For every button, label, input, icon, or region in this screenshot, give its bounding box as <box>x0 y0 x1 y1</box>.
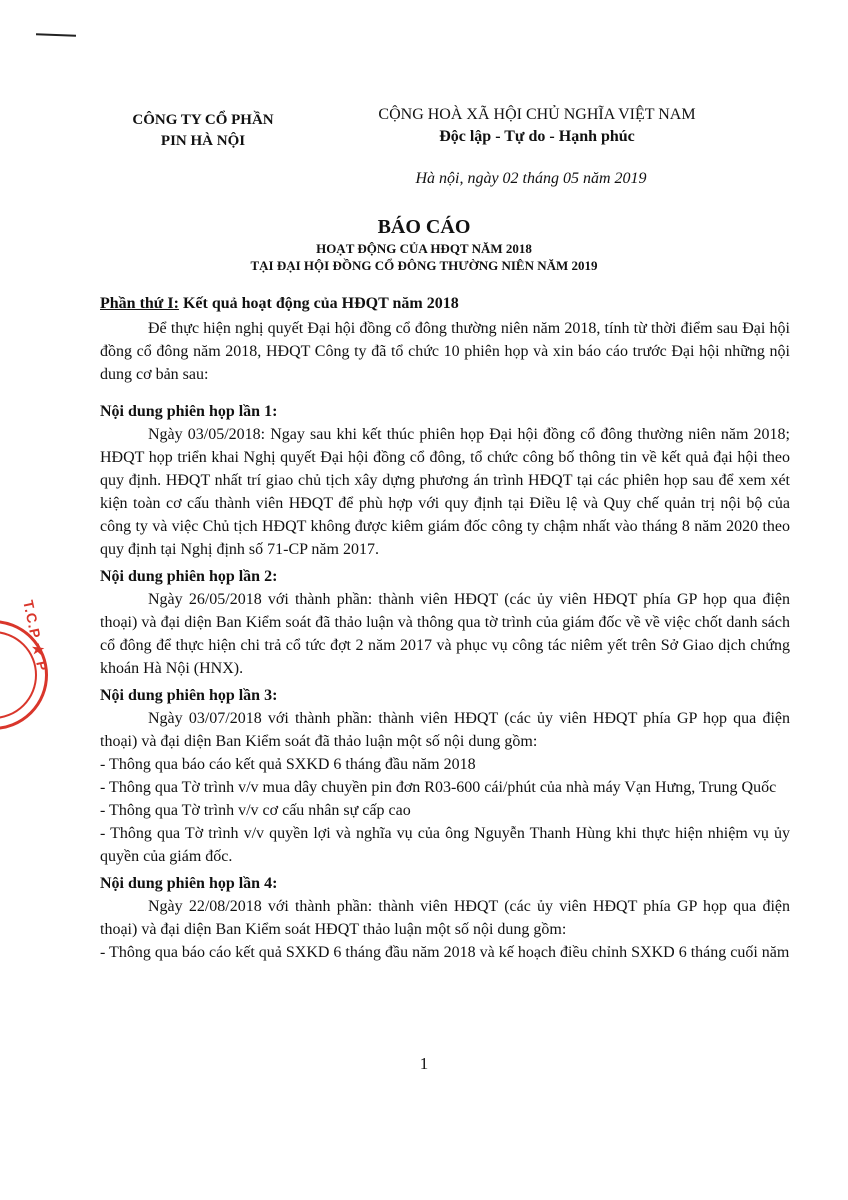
company-line-2: PIN HÀ NỘI <box>160 133 246 149</box>
national-header <box>352 104 722 148</box>
spacer <box>100 386 790 396</box>
meeting4-heading: Nội dung phiên họp lần 4: <box>100 875 278 892</box>
scan-mark <box>36 33 76 36</box>
national-motto: Độc lập - Tự do - Hạnh phúc <box>439 128 635 145</box>
seal-text: T.C.P ★ P <box>20 598 52 674</box>
company-name <box>108 110 298 152</box>
meeting3-bullet: - Thông qua Tờ trình v/v cơ cấu nhân sự cấp cao <box>100 802 411 819</box>
part1-heading <box>100 292 790 315</box>
meeting4-text: Ngày 22/08/2018 với thành phần: thành viên HĐQT (các ủy viên HĐQT phía GP họp qua điện thoại) và đại diện Ban Kiểm soát HĐQT thảo luận một số nội dung gồm: <box>100 898 790 938</box>
meeting3-bullet: - Thông qua Tờ trình v/v mua dây chuyền pin đơn R03-600 cái/phút của nhà máy Vạn Hưng, Trung Quốc <box>100 779 777 796</box>
title-line-3: TẠI ĐẠI HỘI ĐỒNG CỔ ĐÔNG THƯỜNG NIÊN NĂM 2019 <box>250 258 598 273</box>
part1-intro: Để thực hiện nghị quyết Đại hội đồng cổ đông thường niên năm 2018, tính từ thời điểm sau Đại hội đồng cổ đông năm 2018, HĐQT Công ty đã tổ chức 10 phiên họp và xin báo cáo trước Đại hội những nội dung cơ bản sau: <box>100 320 790 383</box>
red-seal-stamp <box>0 598 52 730</box>
page-number: 1 <box>419 1054 429 1073</box>
document-body <box>100 292 790 964</box>
meeting3-heading: Nội dung phiên họp lần 3: <box>100 687 278 704</box>
meeting1-text: Ngày 03/05/2018: Ngay sau khi kết thúc phiên họp Đại hội đồng cổ đông thường niên năm 2018; HĐQT họp triển khai Nghị quyết Đại hội đồng cổ đông, tổ chức công bố thông tin về kết quả đại hội theo quy định. HĐQT nhất trí giao chủ tịch xây dựng phương án trình HĐQT tại các phiên họp sau để xem xét kiện toàn cơ cấu thành viên HĐQT để phù hợp với quy định tại Điều lệ và Quy chế quản trị nội bộ của công ty và việc Chủ tịch HĐQT không được kiêm giám đốc công ty chậm nhất vào tháng 8 năm 2020 theo quy định tại Nghị định số 71-CP năm 2017. <box>100 426 790 558</box>
company-line-1: CÔNG TY CỔ PHẦN <box>132 112 274 128</box>
meeting2-text: Ngày 26/05/2018 với thành phần: thành viên HĐQT (các ủy viên HĐQT phía GP họp qua điện thoại) và đại diện Ban Kiểm soát đã thảo luận và thông qua tờ trình của giám đốc về về việc chốt danh sách cổ đông để thực hiện chi trả cổ tức đợt 2 năm 2017 và phục vụ công tác niêm yết trên Sở Giao dịch chứng khoán Hà Nội (HNX). <box>100 591 790 677</box>
part1-label: Phần thứ I: <box>100 295 179 312</box>
meeting3-bullet: - Thông qua Tờ trình v/v quyền lợi và nghĩa vụ của ông Nguyễn Thanh Hùng khi thực hiện nhiệm vụ ủy quyền của giám đốc. <box>100 825 790 865</box>
document-date: Hà nội, ngày 02 tháng 05 năm 2019 <box>415 170 647 187</box>
meeting3-bullet: - Thông qua báo cáo kết quả SXKD 6 tháng đầu năm 2018 <box>100 756 476 773</box>
nation-name: CỘNG HOÀ XÃ HỘI CHỦ NGHĨA VIỆT NAM <box>378 106 696 123</box>
part1-title: Kết quả hoạt động của HĐQT năm 2018 <box>182 295 459 312</box>
meeting2-heading: Nội dung phiên họp lần 2: <box>100 568 278 585</box>
meeting4-bullet: - Thông qua báo cáo kết quả SXKD 6 tháng đầu năm 2018 và kế hoạch điều chỉnh SXKD 6 tháng cuối năm <box>100 944 790 961</box>
meeting1-heading: Nội dung phiên họp lần 1: <box>100 403 278 420</box>
title-main: BÁO CÁO <box>377 216 471 238</box>
report-title <box>150 214 698 274</box>
title-line-2: HOẠT ĐỘNG CỦA HĐQT NĂM 2018 <box>316 241 532 256</box>
meeting3-text: Ngày 03/07/2018 với thành phần: thành viên HĐQT (các ủy viên HĐQT phía GP họp qua điện thoại) và đại diện Ban Kiểm soát đã thảo luận một số nội dung gồm: <box>100 710 790 750</box>
